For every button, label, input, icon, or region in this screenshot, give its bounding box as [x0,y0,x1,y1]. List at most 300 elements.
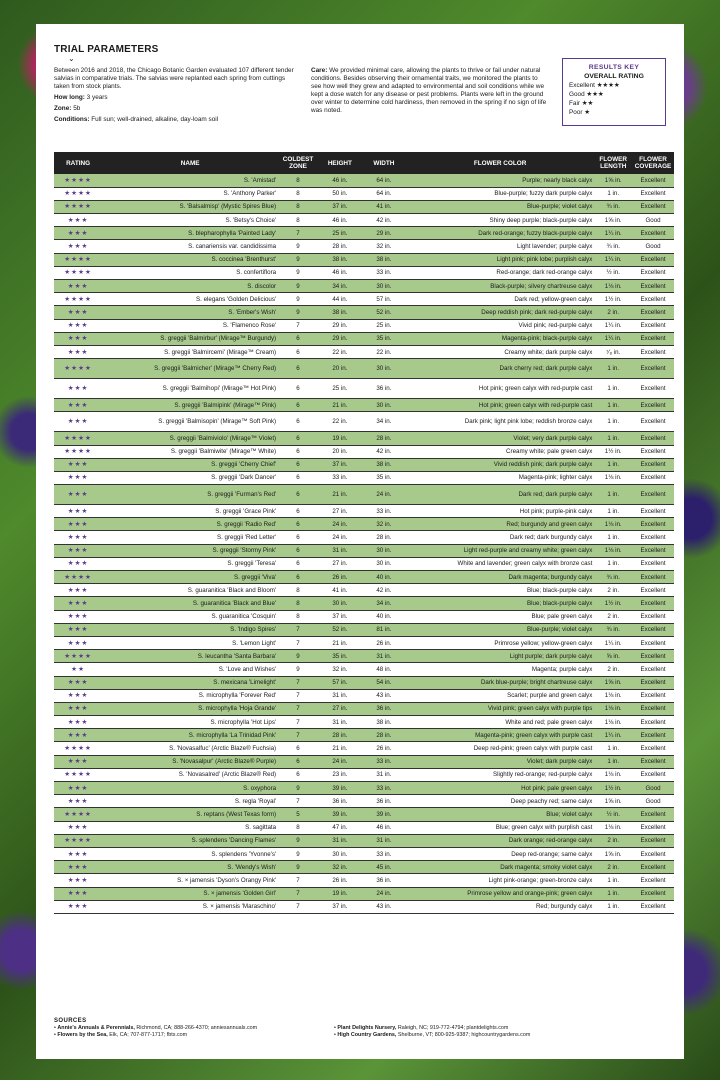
width-cell: 42 in. [362,445,406,458]
rating-cell: ★★★ [54,379,102,399]
flower-color-cell: Scarlet; purple and green calyx [406,689,595,702]
rating-cell: ★★★ [54,636,102,649]
source-entry: • High Country Gardens, Shelburne, VT; 800-925-9387; highcountrygardens.com [334,1032,531,1039]
flower-coverage-cell: Excellent [632,306,674,319]
width-cell: 32 in. [362,518,406,531]
intro-text: Between 2016 and 2018, the Chicago Botanic Garden evaluated 107 different tender salvias in comparative trials. The salvias were replanted each spring from cuttings taken from stock plants. [54,67,294,90]
height-cell: 36 in. [318,795,362,808]
table-row [54,874,674,887]
name-cell: S. 'Novasalfuc' (Arctic Blaze® Fuchsia) [102,742,278,755]
flower-color-cell: Red; burgundy calyx [406,900,595,913]
flower-length-cell: 1 in. [594,485,632,505]
name-cell: S. confertiflora [102,266,278,279]
flower-length-cell: 1½ in. [594,293,632,306]
table-row [54,432,674,445]
flower-length-cell: 1 in. [594,755,632,768]
how-long-label: How long: [54,94,85,101]
rating-cell: ★★★ [54,485,102,505]
table-row [54,253,674,266]
flower-color-cell: Deep red-orange; same calyx [406,847,595,860]
flower-coverage-cell: Excellent [632,768,674,781]
name-cell: S. regla 'Royal' [102,795,278,808]
name-cell: S. 'Anthony Parker' [102,187,278,200]
flower-coverage-cell: Excellent [632,531,674,544]
height-cell: 38 in. [318,253,362,266]
rating-cell: ★★ [54,663,102,676]
table-row [54,412,674,432]
width-cell: 57 in. [362,293,406,306]
table-row [54,518,674,531]
flower-color-cell: Blue; black-purple calyx [406,584,595,597]
rating-cell: ★★★ [54,240,102,253]
width-cell: 36 in. [362,874,406,887]
name-cell: S. × jamensis 'Maraschino' [102,900,278,913]
results-key-box [562,58,666,126]
height-cell: 47 in. [318,821,362,834]
flower-length-cell: ¾ in. [594,200,632,213]
width-cell: 28 in. [362,432,406,445]
flower-coverage-cell: Excellent [632,253,674,266]
flower-color-cell: Violet; very dark purple calyx [406,432,595,445]
height-cell: 24 in. [318,518,362,531]
width-cell: 30 in. [362,399,406,412]
flower-coverage-cell: Excellent [632,332,674,345]
flower-color-cell: Dark orange; red-orange calyx [406,834,595,847]
flower-coverage-cell: Excellent [632,458,674,471]
name-cell: S. greggii 'Balmipink' (Mirage™ Pink) [102,399,278,412]
rating-cell: ★★★ [54,332,102,345]
section-heading: TRIAL PARAMETERS [54,44,159,55]
conditions-label: Conditions: [54,116,90,123]
source-entry: • Annie's Annuals & Perennials, Richmond, CA; 888-266-4370; anniesannuals.com [54,1025,258,1032]
height-cell: 28 in. [318,729,362,742]
flower-color-cell: Magenta-pink; black-purple calyx [406,332,595,345]
height-cell: 25 in. [318,227,362,240]
flower-color-cell: Light lavender; purple calyx [406,240,595,253]
table-header-row [54,152,674,174]
table-row [54,742,674,755]
flower-color-cell: Deep reddish pink; dark red-purple calyx [406,306,595,319]
table-row [54,900,674,913]
table-row [54,887,674,900]
flower-length-cell: 1⅛ in. [594,702,632,715]
source-detail: Elk, CA; 707-877-1717; fbts.com [109,1032,188,1039]
width-cell: 48 in. [362,663,406,676]
rating-cell: ★★★ [54,531,102,544]
table-row [54,544,674,557]
table-row [54,399,674,412]
width-cell: 22 in. [362,345,406,358]
width-cell: 41 in. [362,200,406,213]
zone-cell: 6 [278,557,318,570]
flower-color-cell: Blue; pale green calyx [406,610,595,623]
rating-cell: ★★★ [54,505,102,518]
flower-color-cell: Primrose yellow; yellow-green calyx [406,636,595,649]
width-cell: 30 in. [362,359,406,379]
name-cell: S. sagittata [102,821,278,834]
name-cell: S. × jamensis 'Golden Girl' [102,887,278,900]
width-cell: 38 in. [362,253,406,266]
flower-coverage-cell: Excellent [632,471,674,484]
width-cell: 36 in. [362,795,406,808]
zone-cell: 9 [278,782,318,795]
zone-cell: 9 [278,663,318,676]
name-cell: S. mexicana 'Limelight' [102,676,278,689]
name-cell: S. microphylla 'La Trinidad Pink' [102,729,278,742]
flower-length-cell: 1 in. [594,887,632,900]
results-key-subtitle: OVERALL RATING [584,73,644,80]
flower-color-cell: Dark pink; light pink lobe; reddish bronze calyx [406,412,595,432]
rating-cell: ★★★ [54,544,102,557]
width-cell: 28 in. [362,729,406,742]
zone-cell: 8 [278,597,318,610]
zone-cell: 9 [278,266,318,279]
flower-length-cell: 1 in. [594,432,632,445]
column-header: FLOWER LENGTH [599,156,628,170]
table-row [54,359,674,379]
flower-length-cell: 1 in. [594,359,632,379]
table-row [54,240,674,253]
zone-cell: 9 [278,306,318,319]
table-row [54,293,674,306]
flower-color-cell: Dark red; dark burgundy calyx [406,531,595,544]
table-row [54,755,674,768]
name-cell: S. microphylla 'Hot Lips' [102,716,278,729]
table-row [54,834,674,847]
flower-length-cell: 1 in. [594,505,632,518]
rating-cell: ★★★ [54,782,102,795]
flower-color-cell: Hot pink; green calyx with red-purple cast [406,399,595,412]
rating-cell: ★★★ [54,795,102,808]
results-key-item: Good ★★★ [569,91,604,98]
results-key-title: RESULTS KEY [588,64,640,71]
width-cell: 31 in. [362,650,406,663]
column-header: NAME [180,159,200,167]
rating-cell: ★★★★ [54,571,102,584]
results-key-item: Poor ★ [569,109,591,116]
zone-cell: 9 [278,240,318,253]
flower-color-cell: Blue-purple; violet calyx [406,200,595,213]
table-row [54,187,674,200]
zone-cell: 9 [278,280,318,293]
height-cell: 28 in. [318,240,362,253]
rating-cell: ★★★ [54,458,102,471]
name-cell: S. leucantha 'Santa Barbara' [102,650,278,663]
flower-coverage-cell: Excellent [632,557,674,570]
table-row [54,266,674,279]
flower-coverage-cell: Excellent [632,319,674,332]
flower-coverage-cell: Excellent [632,663,674,676]
name-cell: S. 'Balsalmisp' (Mystic Spires Blue) [102,200,278,213]
source-name: Flowers by the Sea, [57,1032,108,1039]
rating-cell: ★★★★ [54,359,102,379]
conditions-line [54,116,299,124]
width-cell: 81 in. [362,623,406,636]
rating-cell: ★★★★ [54,445,102,458]
flower-length-cell: 1 in. [594,458,632,471]
zone-cell: 6 [278,345,318,358]
flower-length-cell: 1¼ in. [594,227,632,240]
flower-length-cell: 1⅛ in. [594,280,632,293]
rating-cell: ★★★★ [54,266,102,279]
zone-cell: 6 [278,471,318,484]
name-cell: S. 'Lemon Light' [102,636,278,649]
flower-color-cell: Dark red; yellow-green calyx [406,293,595,306]
flower-length-cell: 1⅛ in. [594,716,632,729]
width-cell: 33 in. [362,847,406,860]
flower-coverage-cell: Good [632,240,674,253]
table-row [54,663,674,676]
flower-coverage-cell: Excellent [632,887,674,900]
table-row [54,280,674,293]
zone-cell: 8 [278,187,318,200]
flower-coverage-cell: Excellent [632,345,674,358]
rating-cell: ★★★★ [54,187,102,200]
zone-cell: 7 [278,716,318,729]
table-row [54,610,674,623]
flower-length-cell: 1¼ in. [594,319,632,332]
zone-cell: 8 [278,610,318,623]
table-row [54,174,674,187]
width-cell: 26 in. [362,636,406,649]
rating-cell: ★★★ [54,399,102,412]
width-cell: 28 in. [362,531,406,544]
table-row [54,795,674,808]
flower-coverage-cell: Excellent [632,742,674,755]
zone-cell: 6 [278,531,318,544]
table-row [54,332,674,345]
name-cell: S. greggii 'Balmiviolo' (Mirage™ Violet) [102,432,278,445]
name-cell: S. greggii 'Balmisopin' (Mirage™ Soft Pink) [102,412,278,432]
height-cell: 44 in. [318,293,362,306]
rating-cell: ★★★★ [54,200,102,213]
flower-color-cell: Light red-purple and creamy white; green calyx [406,544,595,557]
zone-cell: 9 [278,293,318,306]
column-header: FLOWER COVERAGE [634,156,672,170]
width-cell: 25 in. [362,319,406,332]
flower-coverage-cell: Excellent [632,227,674,240]
name-cell: S. greggii 'Balmihopi' (Mirage™ Hot Pink) [102,379,278,399]
width-cell: 45 in. [362,861,406,874]
height-cell: 26 in. [318,874,362,887]
table-row [54,702,674,715]
rating-cell: ★★★ [54,676,102,689]
width-cell: 33 in. [362,755,406,768]
zone-cell: 5 [278,808,318,821]
flower-length-cell: 1⅝ in. [594,847,632,860]
zone-cell: 6 [278,359,318,379]
rating-cell: ★★★★ [54,768,102,781]
how-long-line [54,94,299,102]
rating-cell: ★★★ [54,847,102,860]
table-row [54,689,674,702]
height-cell: 25 in. [318,379,362,399]
source-entry: • Flowers by the Sea, Elk, CA; 707-877-1717; fbts.com [54,1032,188,1039]
name-cell: S. greggii 'Grace Pink' [102,505,278,518]
flower-color-cell: Dark magenta; smoky violet calyx [406,861,595,874]
flower-coverage-cell: Good [632,795,674,808]
width-cell: 26 in. [362,742,406,755]
table-body [54,174,674,913]
flower-length-cell: ¾ in. [594,240,632,253]
name-cell: S. greggii 'Viva' [102,571,278,584]
width-cell: 52 in. [362,306,406,319]
flower-length-cell: 1 in. [594,379,632,399]
rating-cell: ★★★ [54,412,102,432]
height-cell: 29 in. [318,319,362,332]
flower-length-cell: 1¼ in. [594,729,632,742]
zone-cell: 7 [278,319,318,332]
name-cell: S. greggii 'Balmicher' (Mirage™ Cherry Red) [102,359,278,379]
flower-length-cell: 2 in. [594,861,632,874]
flower-color-cell: Dark magenta; burgundy calyx [406,571,595,584]
rating-cell: ★★★★ [54,808,102,821]
flower-coverage-cell: Excellent [632,716,674,729]
flower-color-cell: Blue; green calyx with purplish cast [406,821,595,834]
width-cell: 36 in. [362,379,406,399]
height-cell: 21 in. [318,399,362,412]
width-cell: 30 in. [362,280,406,293]
table-row [54,571,674,584]
height-cell: 38 in. [318,306,362,319]
zone-cell: 9 [278,253,318,266]
flower-color-cell: Hot pink; pale green calyx [406,782,595,795]
flower-length-cell: 1¼ in. [594,253,632,266]
table-row [54,847,674,860]
width-cell: 39 in. [362,808,406,821]
flower-color-cell: Light pink; pink lobe; purplish calyx [406,253,595,266]
width-cell: 29 in. [362,227,406,240]
name-cell: S. greggii 'Radio Red' [102,518,278,531]
zone-cell: 8 [278,174,318,187]
zone-cell: 6 [278,485,318,505]
name-cell: S. splendens 'Yvonne's' [102,847,278,860]
zone-cell: 7 [278,729,318,742]
width-cell: 30 in. [362,557,406,570]
width-cell: 64 in. [362,174,406,187]
zone-cell: 6 [278,399,318,412]
table-row [54,557,674,570]
rating-cell: ★★★ [54,702,102,715]
name-cell: S. 'Ember's Wish' [102,306,278,319]
table-row [54,445,674,458]
height-cell: 29 in. [318,332,362,345]
flower-length-cell: 2 in. [594,306,632,319]
flower-coverage-cell: Good [632,782,674,795]
table-row [54,821,674,834]
flower-length-cell: 1 in. [594,412,632,432]
height-cell: 35 in. [318,650,362,663]
name-cell: S. greggii 'Balmircemi' (Mirage™ Cream) [102,345,278,358]
name-cell: S. canariensis var. candidissima [102,240,278,253]
rating-cell: ★★★ [54,689,102,702]
width-cell: 54 in. [362,676,406,689]
height-cell: 31 in. [318,689,362,702]
rating-cell: ★★★ [54,755,102,768]
flower-length-cell: 2 in. [594,663,632,676]
flower-length-cell: ⅝ in. [594,650,632,663]
name-cell: S. coccinea 'Brenthurst' [102,253,278,266]
flower-length-cell: 1⅛ in. [594,768,632,781]
name-cell: S. discolor [102,280,278,293]
flower-color-cell: Magenta-pink; lighter calyx [406,471,595,484]
name-cell: S. greggii 'Balmiwite' (Mirage™ White) [102,445,278,458]
width-cell: 38 in. [362,458,406,471]
height-cell: 46 in. [318,214,362,227]
height-cell: 32 in. [318,663,362,676]
rating-cell: ★★★ [54,861,102,874]
flower-color-cell: Blue-purple; violet calyx [406,623,595,636]
flower-coverage-cell: Excellent [632,266,674,279]
source-name: Plant Delights Nursery, [337,1025,397,1032]
height-cell: 33 in. [318,471,362,484]
width-cell: 46 in. [362,821,406,834]
name-cell: S. microphylla 'Forever Red' [102,689,278,702]
height-cell: 37 in. [318,900,362,913]
flower-length-cell: ⁷⁄₈ in. [594,345,632,358]
table-row [54,768,674,781]
zone-cell: 8 [278,214,318,227]
source-detail: Raleigh, NC; 919-772-4794; plantdelights.com [397,1025,509,1032]
table-row [54,676,674,689]
flower-length-cell: 1⅛ in. [594,544,632,557]
flower-length-cell: 1 in. [594,187,632,200]
table-row [54,379,674,399]
flower-coverage-cell: Excellent [632,379,674,399]
flower-coverage-cell: Excellent [632,900,674,913]
name-cell: S. × jamensis 'Dyson's Orangy Pink' [102,874,278,887]
flower-color-cell: Light pink-orange; green-bronze calyx [406,874,595,887]
zone-cell: 9 [278,650,318,663]
rating-cell: ★★★ [54,874,102,887]
conditions-value: Full sun; well-drained, alkaline, day-loam soil [91,116,219,123]
flower-coverage-cell: Excellent [632,861,674,874]
name-cell: S. reptans (West Texas form) [102,808,278,821]
flower-coverage-cell: Excellent [632,650,674,663]
width-cell: 43 in. [362,689,406,702]
flower-coverage-cell: Excellent [632,505,674,518]
flower-length-cell: 1 in. [594,900,632,913]
flower-length-cell: 1⅛ in. [594,518,632,531]
flower-coverage-cell: Excellent [632,293,674,306]
column-header: RATING [66,159,91,167]
rating-cell: ★★★ [54,597,102,610]
zone-cell: 6 [278,445,318,458]
name-cell: S. 'Love and Wishes' [102,663,278,676]
flower-length-cell: 1½ in. [594,782,632,795]
height-cell: 21 in. [318,742,362,755]
flower-coverage-cell: Excellent [632,584,674,597]
flower-color-cell: White and red; pale green calyx [406,716,595,729]
flower-color-cell: Red-orange; dark red-orange calyx [406,266,595,279]
width-cell: 64 in. [362,187,406,200]
height-cell: 46 in. [318,266,362,279]
flower-length-cell: 2 in. [594,610,632,623]
flower-color-cell: Magenta-pink; green calyx with purple cast [406,729,595,742]
column-header: HEIGHT [327,159,352,167]
flower-length-cell: ½ in. [594,808,632,821]
care-column [311,67,547,127]
height-cell: 27 in. [318,557,362,570]
rating-cell: ★★★ [54,623,102,636]
rating-cell: ★★★ [54,887,102,900]
chevron-down-icon: ⌄ [68,54,75,63]
height-cell: 31 in. [318,834,362,847]
table-row [54,861,674,874]
rating-cell: ★★★ [54,610,102,623]
flower-length-cell: ¾ in. [594,571,632,584]
height-cell: 50 in. [318,187,362,200]
